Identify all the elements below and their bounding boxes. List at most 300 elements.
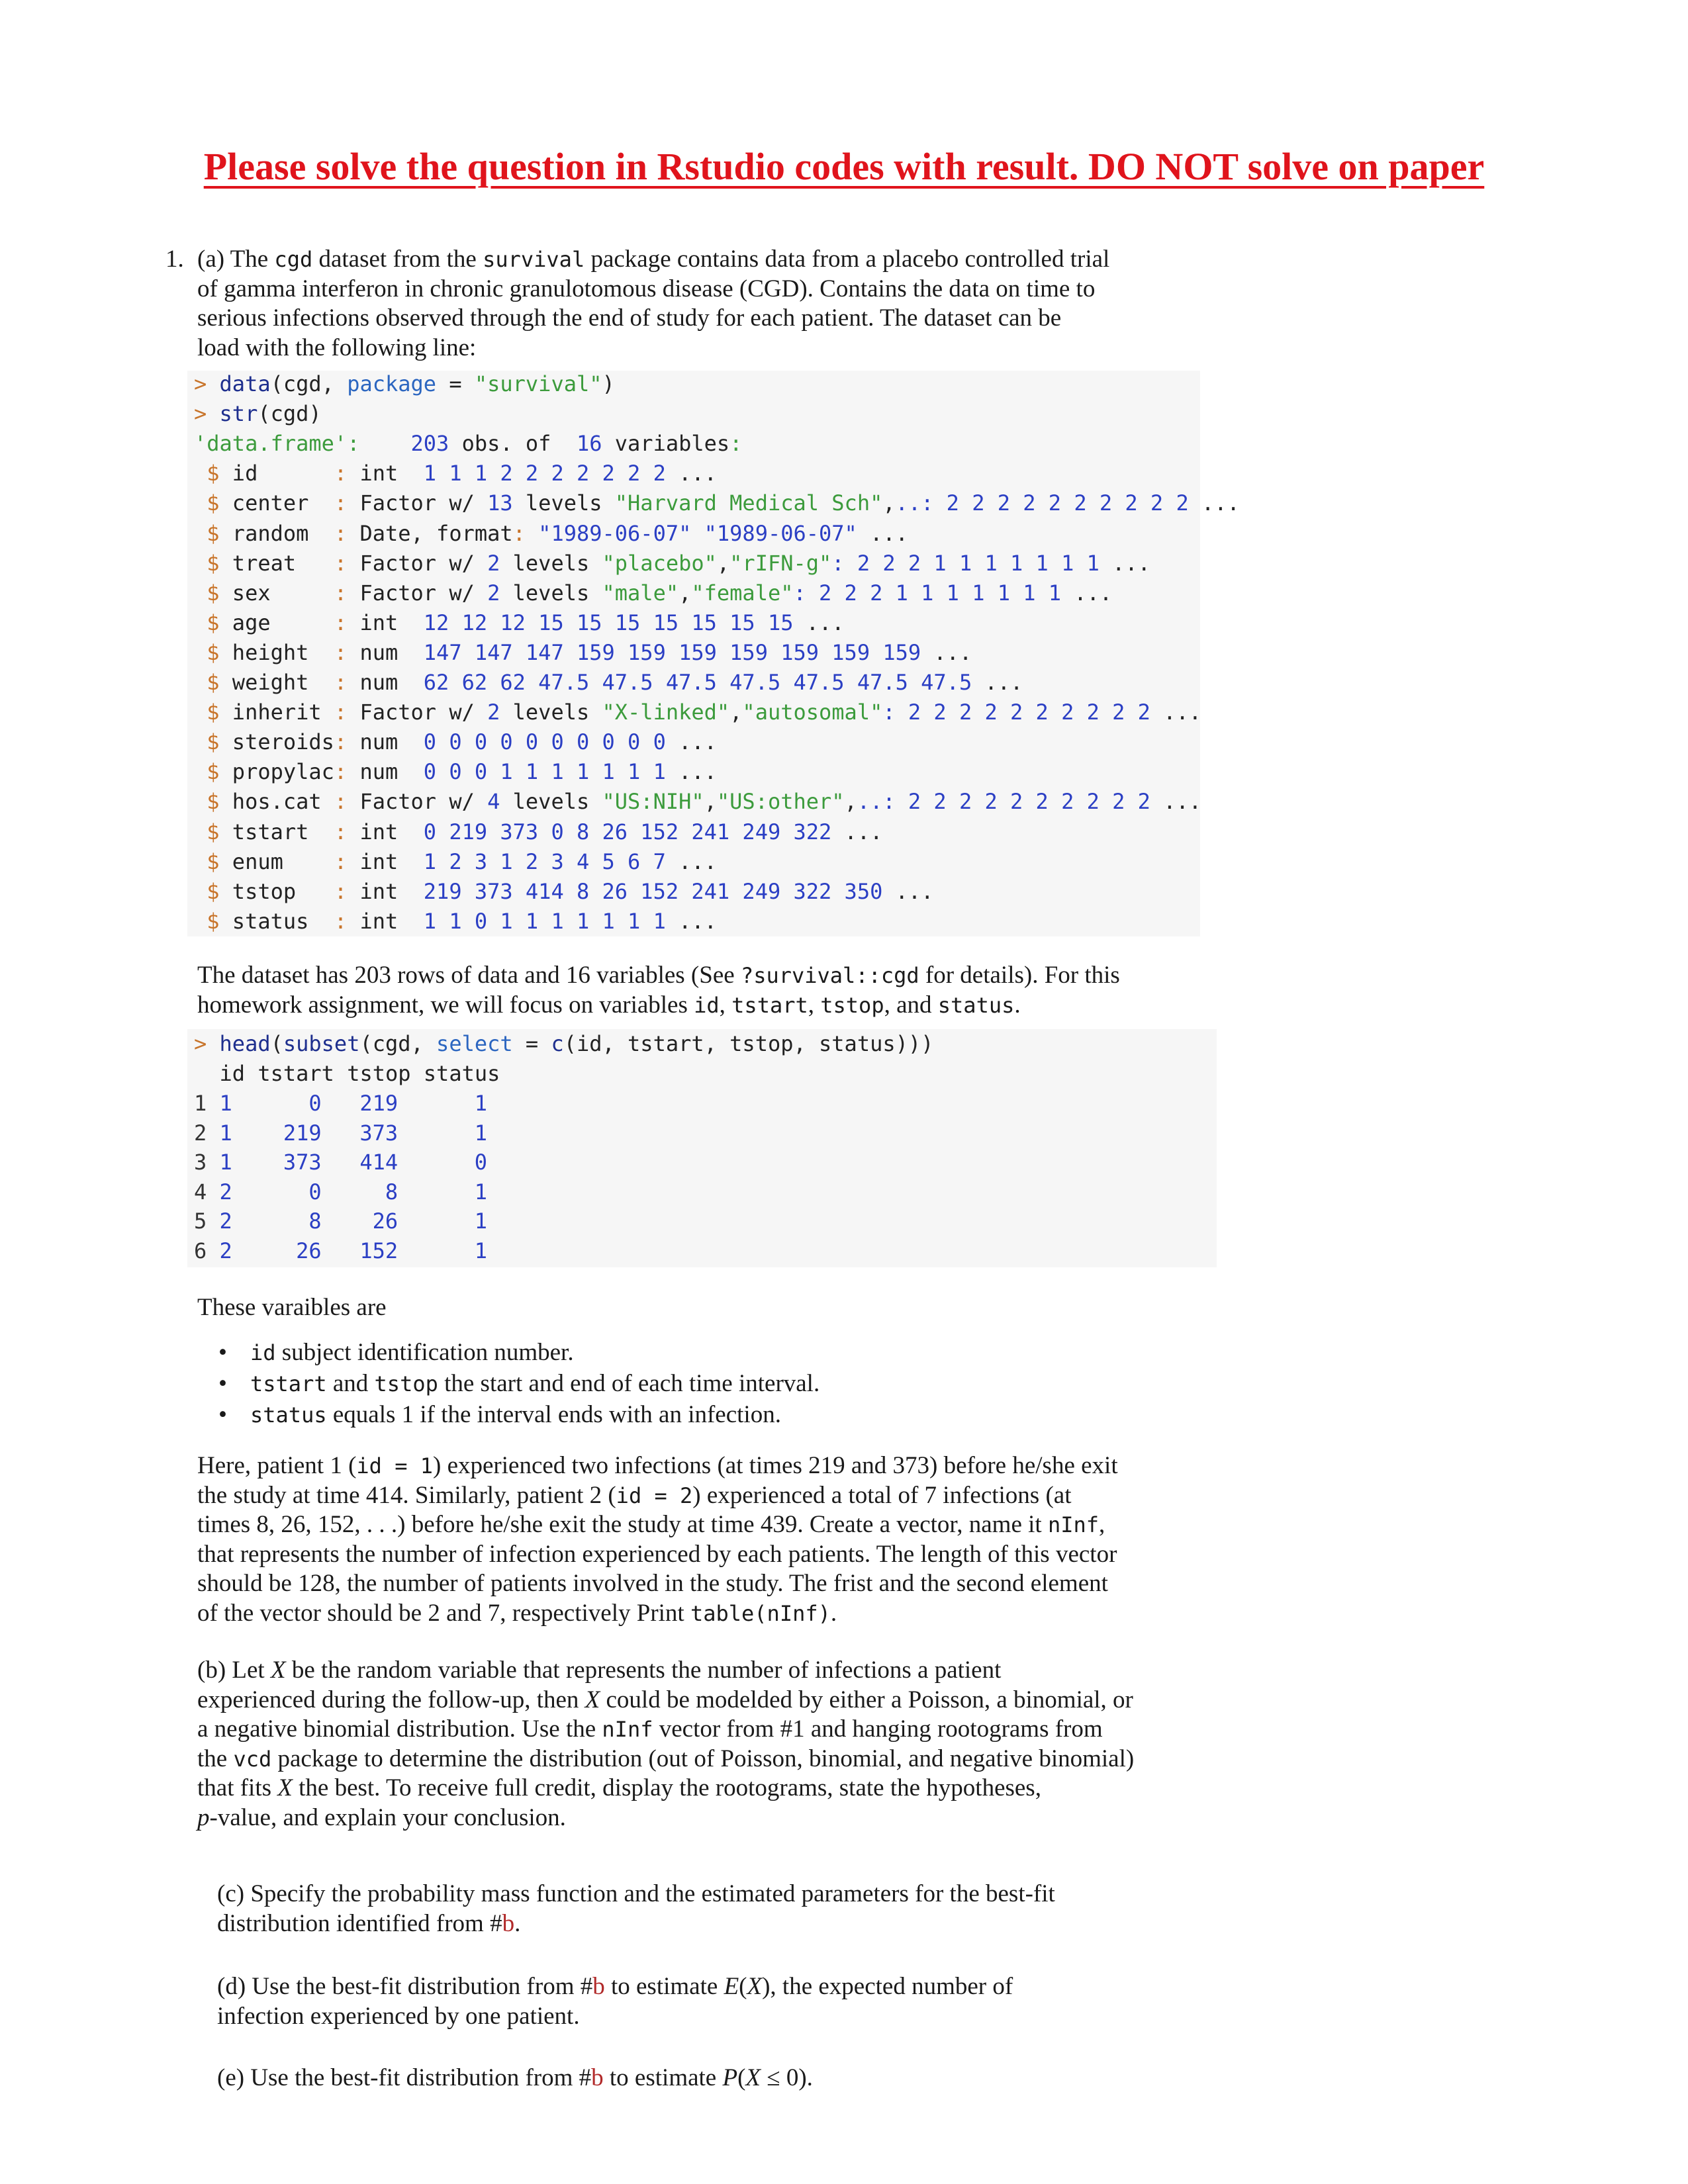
text-run: (e) Use the best-fit distribution from # xyxy=(217,2064,592,2091)
code-token: $ xyxy=(194,610,232,635)
text-run: the xyxy=(197,1745,234,1772)
text-run: the study at time 414. Similarly, patient 2 ( xyxy=(197,1481,616,1509)
code-line xyxy=(194,757,717,787)
text-line xyxy=(197,275,1109,304)
code-token: $ xyxy=(194,789,232,815)
text-line xyxy=(217,2064,813,2093)
code-token: age xyxy=(232,610,334,635)
code-line xyxy=(194,488,1240,518)
inline-code: cgd xyxy=(274,247,313,272)
text-run: to estimate xyxy=(603,2064,723,2091)
cell-n: 1 xyxy=(194,1091,207,1116)
code-token: (cgd) xyxy=(258,401,322,427)
code-token: : xyxy=(334,700,360,725)
code-token xyxy=(359,431,410,456)
cell-status: 0 xyxy=(474,1150,487,1175)
inline-code: status xyxy=(250,1402,327,1428)
code-token: 1 1 1 2 2 2 2 2 2 2 xyxy=(423,461,666,486)
text-line xyxy=(197,245,1109,275)
code-line xyxy=(194,698,1201,727)
code-token: status xyxy=(232,908,334,934)
head-table-header: id tstart tstop status xyxy=(194,1061,500,1086)
code-token: 1 1 0 1 1 1 1 1 1 1 xyxy=(423,908,666,934)
code-token: $ xyxy=(194,550,232,576)
code-token: variables xyxy=(602,431,730,457)
code-token: height xyxy=(232,639,334,665)
text-run: the start and end of each time interval. xyxy=(438,1370,820,1397)
text-run: subject identification number. xyxy=(275,1339,574,1366)
code-token: ... xyxy=(1099,550,1150,576)
text-line xyxy=(197,1510,1118,1540)
inline-code: vcd xyxy=(233,1746,272,1772)
code-token: "placebo" xyxy=(602,550,717,576)
cell-tstop: 152 xyxy=(359,1238,399,1263)
cell-tstart: 219 xyxy=(283,1120,322,1146)
code-token: $ xyxy=(194,848,232,874)
banner-text: Please solve the question in Rstudio codes with result. DO NOT solve on paper xyxy=(203,145,1485,188)
cell-n: 3 xyxy=(194,1150,207,1175)
code-token: int xyxy=(359,461,424,486)
code-token: $ xyxy=(194,639,232,665)
cell-n: 2 xyxy=(194,1120,207,1146)
code-token: ... xyxy=(882,878,934,904)
code-token: 0 219 373 0 8 26 152 241 249 322 xyxy=(423,819,832,844)
code-token: : xyxy=(334,610,360,635)
text-line xyxy=(197,1540,1118,1570)
code-line xyxy=(194,638,972,668)
code-token: select xyxy=(436,1031,513,1056)
text-run: a negative binomial distribution. Use the xyxy=(197,1715,602,1743)
code-token: Factor w/ xyxy=(359,550,488,576)
code-token: num xyxy=(359,639,424,665)
code-token: > xyxy=(194,371,220,396)
cell-id: 2 xyxy=(219,1179,232,1205)
code-token: ... xyxy=(857,520,908,546)
code-token: $ xyxy=(194,520,232,546)
inline-code: status xyxy=(937,992,1015,1018)
code-token: 0 0 0 0 0 0 0 0 0 0 xyxy=(423,729,666,755)
code-token: : xyxy=(334,789,360,815)
code-token: : xyxy=(729,431,743,457)
text-run: . xyxy=(830,1599,837,1627)
code-token: $ xyxy=(194,700,232,725)
text-line xyxy=(197,1656,1134,1686)
text-run: (b) Let xyxy=(197,1657,271,1684)
text-run: that represents the number of infection experienced by each patients. The length of this vector xyxy=(197,1540,1117,1568)
code-token: "male" xyxy=(602,580,679,606)
part-b-text xyxy=(197,1656,1134,1833)
math-symbol: P xyxy=(722,2064,738,2091)
code-token: $ xyxy=(194,759,232,785)
code-token: $ xyxy=(194,878,232,904)
text-run: could be modelded by either a Poisson, a binomial, or xyxy=(600,1686,1133,1713)
code-token: levels xyxy=(500,580,602,606)
code-token: ..: 2 2 2 2 2 2 2 2 2 2 xyxy=(895,490,1189,516)
code-token: "rIFN-g" xyxy=(729,550,832,576)
math-symbol: X xyxy=(745,2064,761,2091)
code-token: ... xyxy=(1150,789,1201,815)
text-run: , xyxy=(1099,1511,1105,1538)
code-token: 13 xyxy=(487,490,513,516)
code-token: sex xyxy=(232,580,334,606)
code-token: > xyxy=(194,401,220,427)
cell-tstop: 8 xyxy=(385,1179,399,1205)
code-token: id xyxy=(232,461,334,486)
code-token: enum xyxy=(232,848,334,874)
code-token: : xyxy=(334,670,360,695)
code-token: $ xyxy=(194,670,232,695)
text-run: of gamma interferon in chronic granulotomous disease (CGD). Contains the data on time to xyxy=(197,275,1096,302)
code-line xyxy=(194,399,322,429)
code-line xyxy=(194,668,1023,698)
code-token: $ xyxy=(194,729,232,755)
math-symbol: X xyxy=(747,1973,763,2000)
text-line xyxy=(197,1745,1134,1774)
code-token: Factor w/ xyxy=(359,580,488,606)
code-token: ... xyxy=(1150,700,1201,725)
text-line xyxy=(197,1569,1118,1599)
instruction-banner xyxy=(0,144,1688,189)
code-token: treat xyxy=(232,550,334,576)
code-token: (id, tstart, tstop, status))) xyxy=(563,1031,934,1056)
text-run: ) experienced two infections (at times 219 and 373) before he/she exit xyxy=(433,1452,1118,1479)
reference-link: b xyxy=(591,2064,604,2091)
text-run: (a) The xyxy=(197,246,275,273)
code-token: int xyxy=(359,819,424,844)
part-e-text xyxy=(217,2064,813,2093)
cell-tstop: 414 xyxy=(359,1150,399,1175)
code-token: data xyxy=(219,371,271,396)
code-token: Factor w/ xyxy=(359,490,488,516)
cell-tstart: 8 xyxy=(308,1208,322,1234)
part-a-text xyxy=(197,245,1109,363)
inline-code: id xyxy=(250,1340,276,1365)
text-run: , xyxy=(719,991,732,1019)
cell-id: 2 xyxy=(219,1238,232,1263)
code-token: $ xyxy=(194,580,232,606)
text-run: infection experienced by one patient. xyxy=(217,2002,580,2030)
code-token: : xyxy=(334,639,360,665)
part-c-text xyxy=(217,1880,1055,1938)
code-token: ... xyxy=(665,729,717,755)
code-token: $ xyxy=(194,819,232,844)
code-token: : xyxy=(334,550,360,576)
code-line xyxy=(194,787,1201,817)
text-line xyxy=(197,1481,1118,1511)
math-symbol: E xyxy=(724,1973,739,2000)
code-token: (cgd, xyxy=(359,1031,437,1056)
text-run: . xyxy=(1014,991,1021,1019)
code-token: ... xyxy=(831,819,883,844)
inline-code: id xyxy=(694,992,720,1018)
code-line xyxy=(194,459,717,488)
code-token: obs. of xyxy=(449,431,577,457)
text-run: experienced during the follow-up, then xyxy=(197,1686,585,1713)
text-run: ( xyxy=(737,2064,746,2091)
text-run: load with the following line: xyxy=(197,334,477,361)
inline-code: nInf xyxy=(1047,1512,1099,1537)
code-token: : xyxy=(334,878,360,904)
code-token: int xyxy=(359,610,424,635)
reference-link: b xyxy=(592,1973,605,2000)
code-token: , xyxy=(716,550,730,576)
text-line xyxy=(197,991,1120,1021)
text-line xyxy=(217,1880,1055,1909)
math-symbol: X xyxy=(270,1657,286,1684)
code-token: ... xyxy=(793,610,845,635)
text-line xyxy=(217,2002,1013,2032)
code-token: = xyxy=(512,1031,551,1056)
code-token: weight xyxy=(232,670,334,695)
cell-id: 1 xyxy=(219,1150,232,1175)
text-run: dataset from the xyxy=(312,246,483,273)
code-line xyxy=(194,727,717,757)
bullet-icon: • xyxy=(218,1339,227,1366)
cell-id: 1 xyxy=(219,1120,232,1146)
cell-n: 4 xyxy=(194,1179,207,1205)
inline-code: tstart xyxy=(731,992,808,1018)
text-run: Here, patient 1 ( xyxy=(197,1452,357,1479)
cell-tstart: 0 xyxy=(308,1179,322,1205)
text-run: times 8, 26, 152, . . .) before he/she exit the study at time 439. Create a vector, name it xyxy=(197,1511,1048,1538)
text-line xyxy=(217,1909,1055,1939)
text-run: . xyxy=(514,1909,521,1937)
code-token: Factor w/ xyxy=(359,700,488,725)
part-d-text xyxy=(217,1972,1013,2031)
code-line xyxy=(194,847,717,877)
code-token: $ xyxy=(194,490,232,516)
inline-code: table(nInf) xyxy=(690,1600,831,1626)
inline-code: ?survival::cgd xyxy=(740,963,919,988)
code-token: int xyxy=(359,878,424,904)
code-token: > xyxy=(194,1031,220,1056)
inline-code: tstart xyxy=(250,1371,327,1396)
code-token: "US:other" xyxy=(716,789,845,815)
code-token: tstart xyxy=(232,819,334,844)
code-token: "female" xyxy=(691,580,794,606)
code-token: ... xyxy=(972,670,1023,695)
code-token: 219 373 414 8 26 152 241 249 322 350 xyxy=(423,878,883,904)
text-run: that fits xyxy=(197,1774,278,1801)
cell-n: 6 xyxy=(194,1238,207,1263)
code-line xyxy=(194,1029,933,1059)
code-token: ... xyxy=(1188,490,1240,516)
code-line xyxy=(194,608,845,638)
code-token: ... xyxy=(665,759,717,785)
code-token: 12 12 12 15 15 15 15 15 15 15 xyxy=(423,610,794,635)
code-token: "autosomal" xyxy=(742,700,883,725)
code-token: head xyxy=(219,1031,271,1056)
reference-link: b xyxy=(502,1909,515,1937)
code-line xyxy=(194,907,717,936)
text-run: be the random variable that represents the number of infections a patient xyxy=(285,1657,1002,1684)
text-run: and xyxy=(326,1370,375,1397)
text-line xyxy=(197,1451,1118,1481)
text-line xyxy=(197,334,1109,363)
code-token: tstop xyxy=(232,878,334,904)
text-run: ), the expected number of xyxy=(762,1973,1013,2000)
code-token: ... xyxy=(921,639,972,665)
code-token: steroids xyxy=(232,729,334,755)
text-line xyxy=(197,304,1109,334)
code-token: num xyxy=(359,670,424,695)
dataset-description xyxy=(197,961,1120,1020)
code-token: num xyxy=(359,729,424,755)
text-line xyxy=(197,1599,1118,1629)
inline-code: survival xyxy=(483,247,585,272)
code-token: ..: 2 2 2 2 2 2 2 2 2 2 xyxy=(857,789,1150,815)
code-token: 4 xyxy=(487,789,500,815)
code-line xyxy=(194,877,933,907)
code-token: $ xyxy=(194,461,232,486)
text-run: , and xyxy=(884,991,938,1019)
code-token: hos.cat xyxy=(232,789,334,815)
code-token: , xyxy=(679,580,692,606)
cell-tstop: 219 xyxy=(359,1091,399,1116)
cell-tstop: 26 xyxy=(372,1208,399,1234)
code-token: : xyxy=(334,520,360,546)
text-run: -value, and explain your conclusion. xyxy=(209,1803,566,1831)
math-symbol: X xyxy=(277,1774,293,1801)
code-token: : xyxy=(334,461,360,486)
text-run: of the vector should be 2 and 7, respectively Print xyxy=(197,1599,690,1627)
text-run: for details). For this xyxy=(919,962,1120,989)
code-token: (cgd, xyxy=(270,371,348,396)
text-line xyxy=(217,1972,1013,2002)
code-token: : xyxy=(512,520,539,546)
text-run: to estimate xyxy=(604,1973,724,2000)
text-line xyxy=(197,1715,1134,1745)
inline-code: id = 1 xyxy=(356,1453,433,1479)
code-token: subset xyxy=(283,1031,360,1056)
text-run: package to determine the distribution (out of Poisson, binomial, and negative binomial) xyxy=(271,1745,1135,1772)
cell-status: 1 xyxy=(474,1120,487,1146)
code-token: : xyxy=(334,759,360,785)
code-token: ... xyxy=(665,848,717,874)
text-run: equals 1 if the interval ends with an infection. xyxy=(326,1401,781,1428)
code-token: 2 xyxy=(487,700,500,725)
bullet-icon: • xyxy=(218,1401,227,1428)
code-token: : xyxy=(334,819,360,844)
code-token: levels xyxy=(500,789,602,815)
code-token: : xyxy=(334,490,360,516)
cell-tstart: 26 xyxy=(296,1238,322,1263)
math-symbol: p xyxy=(197,1803,210,1831)
code-token: , xyxy=(704,789,717,815)
code-token: , xyxy=(729,700,743,725)
code-token: propylac xyxy=(232,759,334,785)
text-line xyxy=(197,1774,1134,1803)
text-run: serious infections observed through the end of study for each patient. The dataset can be xyxy=(197,304,1062,332)
cell-id: 1 xyxy=(219,1091,232,1116)
code-line xyxy=(194,369,615,399)
text-run: ≤ 0). xyxy=(761,2064,813,2091)
code-token: : xyxy=(334,729,360,755)
code-token: inherit xyxy=(232,700,334,725)
code-token: Factor w/ xyxy=(359,789,488,815)
list-item xyxy=(218,1338,574,1368)
code-line xyxy=(194,519,908,549)
code-token: 0 0 0 1 1 1 1 1 1 1 xyxy=(423,759,666,785)
cell-status: 1 xyxy=(474,1179,487,1205)
variables-intro: These varaibles are xyxy=(197,1294,387,1321)
cell-status: 1 xyxy=(474,1091,487,1116)
code-token: ( xyxy=(270,1031,283,1056)
code-token: "Harvard Medical Sch" xyxy=(614,490,883,516)
code-token: "1989-06-07" "1989-06-07" xyxy=(538,520,857,546)
code-line xyxy=(194,549,1150,578)
code-token: package xyxy=(347,371,437,396)
code-token: : xyxy=(334,908,360,934)
code-token: 203 xyxy=(410,431,449,457)
code-token: random xyxy=(232,520,334,546)
cell-tstart: 0 xyxy=(308,1091,322,1116)
cell-tstart: 373 xyxy=(283,1150,322,1175)
text-run: , xyxy=(808,991,821,1019)
inline-code: id = 2 xyxy=(616,1482,693,1508)
code-token: "X-linked" xyxy=(602,700,730,725)
code-token: levels xyxy=(512,490,615,516)
inline-code: nInf xyxy=(602,1717,653,1742)
code-token: c xyxy=(551,1031,564,1056)
code-token: ... xyxy=(1061,580,1113,606)
text-run: ) experienced a total of 7 infections (at xyxy=(692,1481,1072,1509)
text-line xyxy=(197,1803,1134,1833)
cell-status: 1 xyxy=(474,1208,487,1234)
question-number: 1. xyxy=(165,246,184,273)
code-token: levels xyxy=(500,700,602,725)
cell-status: 1 xyxy=(474,1238,487,1263)
text-run: homework assignment, we will focus on variables xyxy=(197,991,694,1019)
code-token: Date, format xyxy=(359,520,513,546)
code-token: int xyxy=(359,848,424,874)
code-token: : 2 2 2 2 2 2 2 2 2 2 xyxy=(882,700,1150,725)
code-line xyxy=(194,429,742,459)
code-token: : 2 2 2 1 1 1 1 1 1 1 xyxy=(793,580,1062,606)
code-block-str xyxy=(187,371,1240,936)
code-line xyxy=(194,817,882,847)
head-command xyxy=(194,1029,933,1059)
code-token: 16 xyxy=(576,431,602,457)
code-token: : xyxy=(334,580,360,606)
text-run: vector from #1 and hanging rootograms from xyxy=(653,1715,1103,1743)
code-token: , xyxy=(844,789,857,815)
cell-n: 5 xyxy=(194,1208,207,1234)
text-run: the best. To receive full credit, display the rootograms, state the hypotheses, xyxy=(292,1774,1041,1801)
code-token: = xyxy=(436,371,475,396)
code-token: , xyxy=(882,490,896,516)
code-line xyxy=(194,578,1112,608)
cell-id: 2 xyxy=(219,1208,232,1234)
code-token: "survival" xyxy=(474,371,602,396)
text-run: The dataset has 203 rows of data and 16 variables (See xyxy=(197,962,741,989)
code-token: levels xyxy=(500,550,602,576)
code-token: ) xyxy=(602,371,615,396)
cell-tstop: 373 xyxy=(359,1120,399,1146)
text-line xyxy=(197,1686,1134,1715)
list-item xyxy=(218,1400,781,1430)
code-block-head xyxy=(187,1029,1217,1267)
code-token: int xyxy=(359,908,424,934)
code-token: $ xyxy=(194,908,232,934)
code-token: str xyxy=(219,401,258,427)
here-paragraph xyxy=(197,1451,1118,1628)
code-token: ... xyxy=(665,461,717,486)
text-run: (c) Specify the probability mass function and the estimated parameters for the best-fit xyxy=(217,1880,1055,1907)
text-run: ( xyxy=(739,1973,747,2000)
code-token: 147 147 147 159 159 159 159 159 159 159 xyxy=(423,639,921,665)
code-token: ... xyxy=(665,908,717,934)
